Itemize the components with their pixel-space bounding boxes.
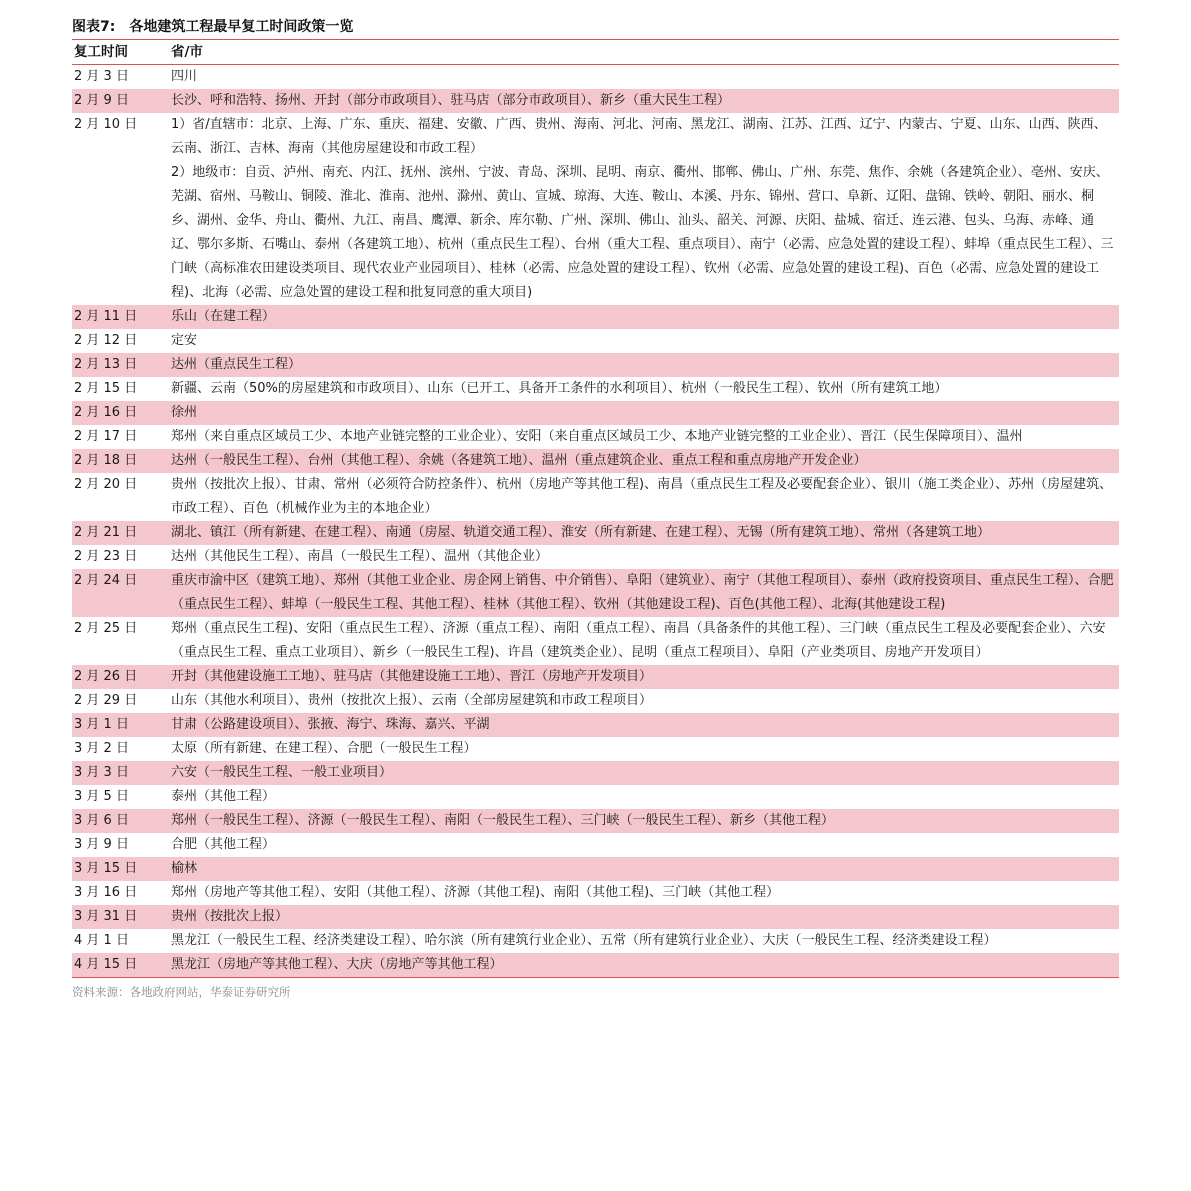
figure-title — [72, 16, 1119, 40]
row-regions-paragraph: 2）地级市：自贡、泸州、南充、内江、抚州、滨州、宁波、青岛、深圳、昆明、南京、衢州、邯郸、佛山、广州、东莞、焦作、余姚（各建筑企业）、亳州、安庆、芜湖、宿州、马鞍山、铜陵、淮北、淮南、池州、滁州、黄山、宣城、琼海、大连、鞍山、本溪、丹东、锦州、营口、阜新、辽阳、盘锦、铁岭、朝阳、丽水、桐乡、湖州、金华、舟山、衢州、九江、南昌、鹰潭、新余、库尔勒、广州、深圳、佛山、汕头、韶关、河源、庆阳、盐城、宿迁、连云港、包头、乌海、赤峰、通辽、鄂尔多斯、石嘴山、泰州（各建筑工地）、杭州（重点民生工程）、台州（重大工程、重点项目）、南宁（必需、应急处置的建设工程）、蚌埠（重点民生工程）、三门峡（高标准农田建设类项目、现代农业产业园项目）、桂林（必需、应急处置的建设工程）、钦州（必需、应急处置的建设工程)、百色（必需、应急处置的建设工程)、北海（必需、应急处置的建设工程和批复同意的重大项目) — [171, 165, 1114, 300]
row-date: 3 月 31 日 — [74, 909, 138, 924]
header-region: 省/市 — [171, 44, 203, 60]
row-date: 3 月 5 日 — [74, 789, 129, 804]
table-row — [72, 113, 1119, 305]
table-row — [72, 473, 1119, 521]
table-row — [72, 65, 1119, 89]
table-row — [72, 737, 1119, 761]
table-row — [72, 929, 1119, 953]
row-date: 2 月 25 日 — [74, 621, 138, 636]
row-date: 4 月 15 日 — [74, 957, 138, 972]
row-regions: 郑州（重点民生工程)、安阳（重点民生工程）、济源（重点工程）、南阳（重点工程）、南昌（具备条件的其他工程）、三门峡（重点民生工程及必要配套企业）、六安（重点民生工程、重点工业项目）、新乡（一般民生工程)、许昌（建筑类企业）、昆明（重点工程项目）、阜阳（产业类项目、房地产开发项目） — [171, 621, 1106, 660]
row-regions: 徐州 — [171, 405, 198, 420]
row-regions: 达州（重点民生工程） — [171, 357, 302, 372]
table-row — [72, 425, 1119, 449]
figure-title-text: 各地建筑工程最早复工时间政策一览 — [129, 19, 354, 35]
row-regions: 定安 — [171, 333, 198, 348]
row-regions: 郑州（来自重点区域员工少、本地产业链完整的工业企业）、安阳（来自重点区域员工少、本地产业链完整的工业企业）、晋江（民生保障项目）、温州 — [171, 429, 1023, 444]
row-regions: 四川 — [171, 69, 198, 84]
source-note: 资料来源：各地政府网站，华泰证券研究所 — [72, 985, 291, 999]
table-row — [72, 713, 1119, 737]
row-regions: 乐山（在建工程） — [171, 309, 276, 324]
row-regions: 六安（一般民生工程、一般工业项目） — [171, 765, 393, 780]
table-row — [72, 569, 1119, 617]
row-date: 2 月 17 日 — [74, 429, 138, 444]
table-row — [72, 689, 1119, 713]
row-regions: 新疆、云南（50%的房屋建筑和市政项目）、山东（已开工、具备开工条件的水利项目）、杭州（一般民生工程）、钦州（所有建筑工地） — [171, 381, 948, 396]
table-row — [72, 857, 1119, 881]
row-regions: 郑州（房地产等其他工程）、安阳（其他工程）、济源（其他工程)、南阳（其他工程)、三门峡（其他工程） — [171, 885, 780, 900]
table-row — [72, 89, 1119, 113]
row-date: 2 月 29 日 — [74, 693, 138, 708]
table-row — [72, 881, 1119, 905]
row-date: 3 月 9 日 — [74, 837, 129, 852]
table-row — [72, 785, 1119, 809]
row-date: 3 月 15 日 — [74, 861, 138, 876]
row-regions: 重庆市渝中区（建筑工地）、郑州（其他工业企业、房企网上销售、中介销售）、阜阳（建筑业）、南宁（其他工程项目）、泰州（政府投资项目、重点民生工程）、合肥（重点民生工程）、蚌埠（一般民生工程、其他工程）、桂林（其他工程）、钦州（其他建设工程)、百色(其他工程）、北海(其他建设工程) — [171, 573, 1114, 612]
table-row — [72, 617, 1119, 665]
table-row — [72, 521, 1119, 545]
row-regions: 长沙、呼和浩特、扬州、开封（部分市政项目）、驻马店（部分市政项目）、新乡（重大民生工程） — [171, 93, 731, 108]
row-regions — [171, 113, 1119, 305]
row-regions: 山东（其他水利项目）、贵州（按批次上报）、云南（全部房屋建筑和市政工程项目） — [171, 693, 653, 708]
row-regions: 贵州（按批次上报） — [171, 909, 289, 924]
row-regions: 太原（所有新建、在建工程）、合肥（一般民生工程） — [171, 741, 477, 756]
table-row — [72, 953, 1119, 977]
row-date: 2 月 3 日 — [74, 69, 129, 84]
table-row — [72, 905, 1119, 929]
row-date: 3 月 2 日 — [74, 741, 129, 756]
table-row — [72, 377, 1119, 401]
header-date: 复工时间 — [74, 44, 128, 60]
table-row — [72, 305, 1119, 329]
figure-label: 图表7: — [72, 19, 116, 35]
table-row — [72, 401, 1119, 425]
document-page — [72, 16, 1119, 1000]
row-regions: 贵州（按批次上报）、甘肃、常州（必须符合防控条件）、杭州（房地产等其他工程)、南昌（重点民生工程及必要配套企业）、银川（施工类企业）、苏州（房屋建筑、市政工程）、百色（机械作业为主的本地企业） — [171, 477, 1113, 516]
row-date: 2 月 18 日 — [74, 453, 138, 468]
table-header — [72, 40, 1119, 65]
table-row — [72, 761, 1119, 785]
row-date: 2 月 15 日 — [74, 381, 138, 396]
row-regions: 达州（一般民生工程）、台州（其他工程）、余姚（各建筑工地）、温州（重点建筑企业、重点工程和重点房地产开发企业） — [171, 453, 867, 468]
row-date: 2 月 23 日 — [74, 549, 138, 564]
table-row — [72, 329, 1119, 353]
row-regions: 黑龙江（一般民生工程、经济类建设工程）、哈尔滨（所有建筑行业企业）、五常（所有建筑行业企业）、大庆（一般民生工程、经济类建设工程） — [171, 933, 997, 948]
table-row — [72, 449, 1119, 473]
row-date: 2 月 12 日 — [74, 333, 138, 348]
row-date: 2 月 20 日 — [74, 477, 138, 492]
row-date: 2 月 11 日 — [74, 309, 138, 324]
policy-table — [72, 65, 1119, 977]
row-date: 4 月 1 日 — [74, 933, 129, 948]
row-regions: 开封（其他建设施工工地）、驻马店（其他建设施工工地）、晋江（房地产开发项目） — [171, 669, 653, 684]
table-row — [72, 809, 1119, 833]
table-row — [72, 545, 1119, 569]
row-date: 2 月 26 日 — [74, 669, 138, 684]
row-date: 3 月 3 日 — [74, 765, 129, 780]
row-date: 2 月 10 日 — [74, 117, 138, 132]
row-regions: 黑龙江（房地产等其他工程）、大庆（房地产等其他工程） — [171, 957, 503, 972]
table-row — [72, 353, 1119, 377]
row-date: 3 月 6 日 — [74, 813, 129, 828]
row-date: 2 月 13 日 — [74, 357, 138, 372]
row-date: 3 月 1 日 — [74, 717, 129, 732]
row-date: 2 月 24 日 — [74, 573, 138, 588]
table-bottom-rule — [72, 977, 1119, 978]
row-regions: 湖北、镇江（所有新建、在建工程）、南通（房屋、轨道交通工程）、淮安（所有新建、在建工程）、无锡（所有建筑工地）、常州（各建筑工地） — [171, 525, 991, 540]
row-regions: 泰州（其他工程） — [171, 789, 276, 804]
row-regions-paragraph: 1）省/直辖市：北京、上海、广东、重庆、福建、安徽、广西、贵州、海南、河北、河南、黑龙江、湖南、江苏、江西、辽宁、内蒙古、宁夏、山东、山西、陕西、云南、浙江、吉林、海南（其他房屋建设和市政工程） — [171, 117, 1107, 156]
row-regions: 榆林 — [171, 861, 198, 876]
row-date: 3 月 16 日 — [74, 885, 138, 900]
row-date: 2 月 16 日 — [74, 405, 138, 420]
row-regions: 达州（其他民生工程）、南昌（一般民生工程）、温州（其他企业） — [171, 549, 549, 564]
row-date: 2 月 21 日 — [74, 525, 138, 540]
table-row — [72, 665, 1119, 689]
row-date: 2 月 9 日 — [74, 93, 129, 108]
row-regions: 郑州（一般民生工程）、济源（一般民生工程）、南阳（一般民生工程）、三门峡（一般民生工程）、新乡（其他工程） — [171, 813, 835, 828]
row-regions: 合肥（其他工程） — [171, 837, 276, 852]
table-row — [72, 833, 1119, 857]
row-regions: 甘肃（公路建设项目）、张掖、海宁、珠海、嘉兴、平湖 — [171, 717, 490, 732]
